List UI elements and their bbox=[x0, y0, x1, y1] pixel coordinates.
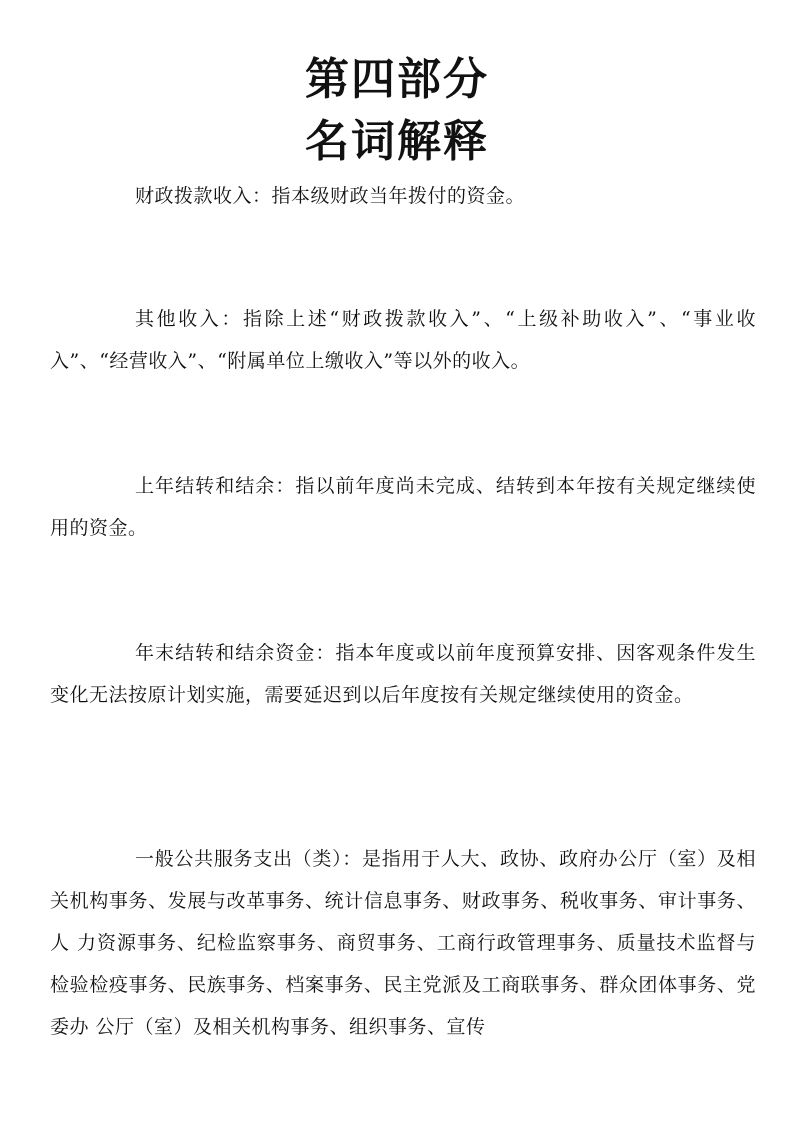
section-title: 第四部分 bbox=[305, 54, 489, 105]
section-subtitle: 名词解释 bbox=[305, 116, 489, 167]
paragraph-year-end-carryover: 年末结转和结余资金：指本年度或以前年度预算安排、因客观条件发生变化无法按原计划实施，需要延迟到以后年度按有关规定继续使用的资金。 bbox=[50, 642, 756, 706]
paragraph-fiscal-appropriation-income: 财政拨款收入：指本级财政当年拨付的资金。 bbox=[135, 185, 526, 207]
paragraph-general-public-services: 一般公共服务支出（类）：是指用于人大、政协、政府办公厅（室）及相关机构事务、发展与改革事务、统计信息事务、财政事务、税收事务、审计事务、人 力资源事务、纪检监察事务、商贸事务、工商行政管理事务、质量技术监督与检验检疫事务、民族事务、档案事务、民主党派及工商联事务、群众团体事务、党委办 公厅（室）及相关机构事务、组织事务、宣传 bbox=[50, 848, 756, 1038]
paragraph-other-income: 其他收入：指除上述“财政拨款收入”、“上级补助收入”、“事业收入”、“经营收入”、“附属单位上缴收入”等以外的收入。 bbox=[50, 308, 756, 372]
paragraph-prior-year-carryover: 上年结转和结余：指以前年度尚未完成、结转到本年按有关规定继续使用的资金。 bbox=[50, 475, 756, 539]
